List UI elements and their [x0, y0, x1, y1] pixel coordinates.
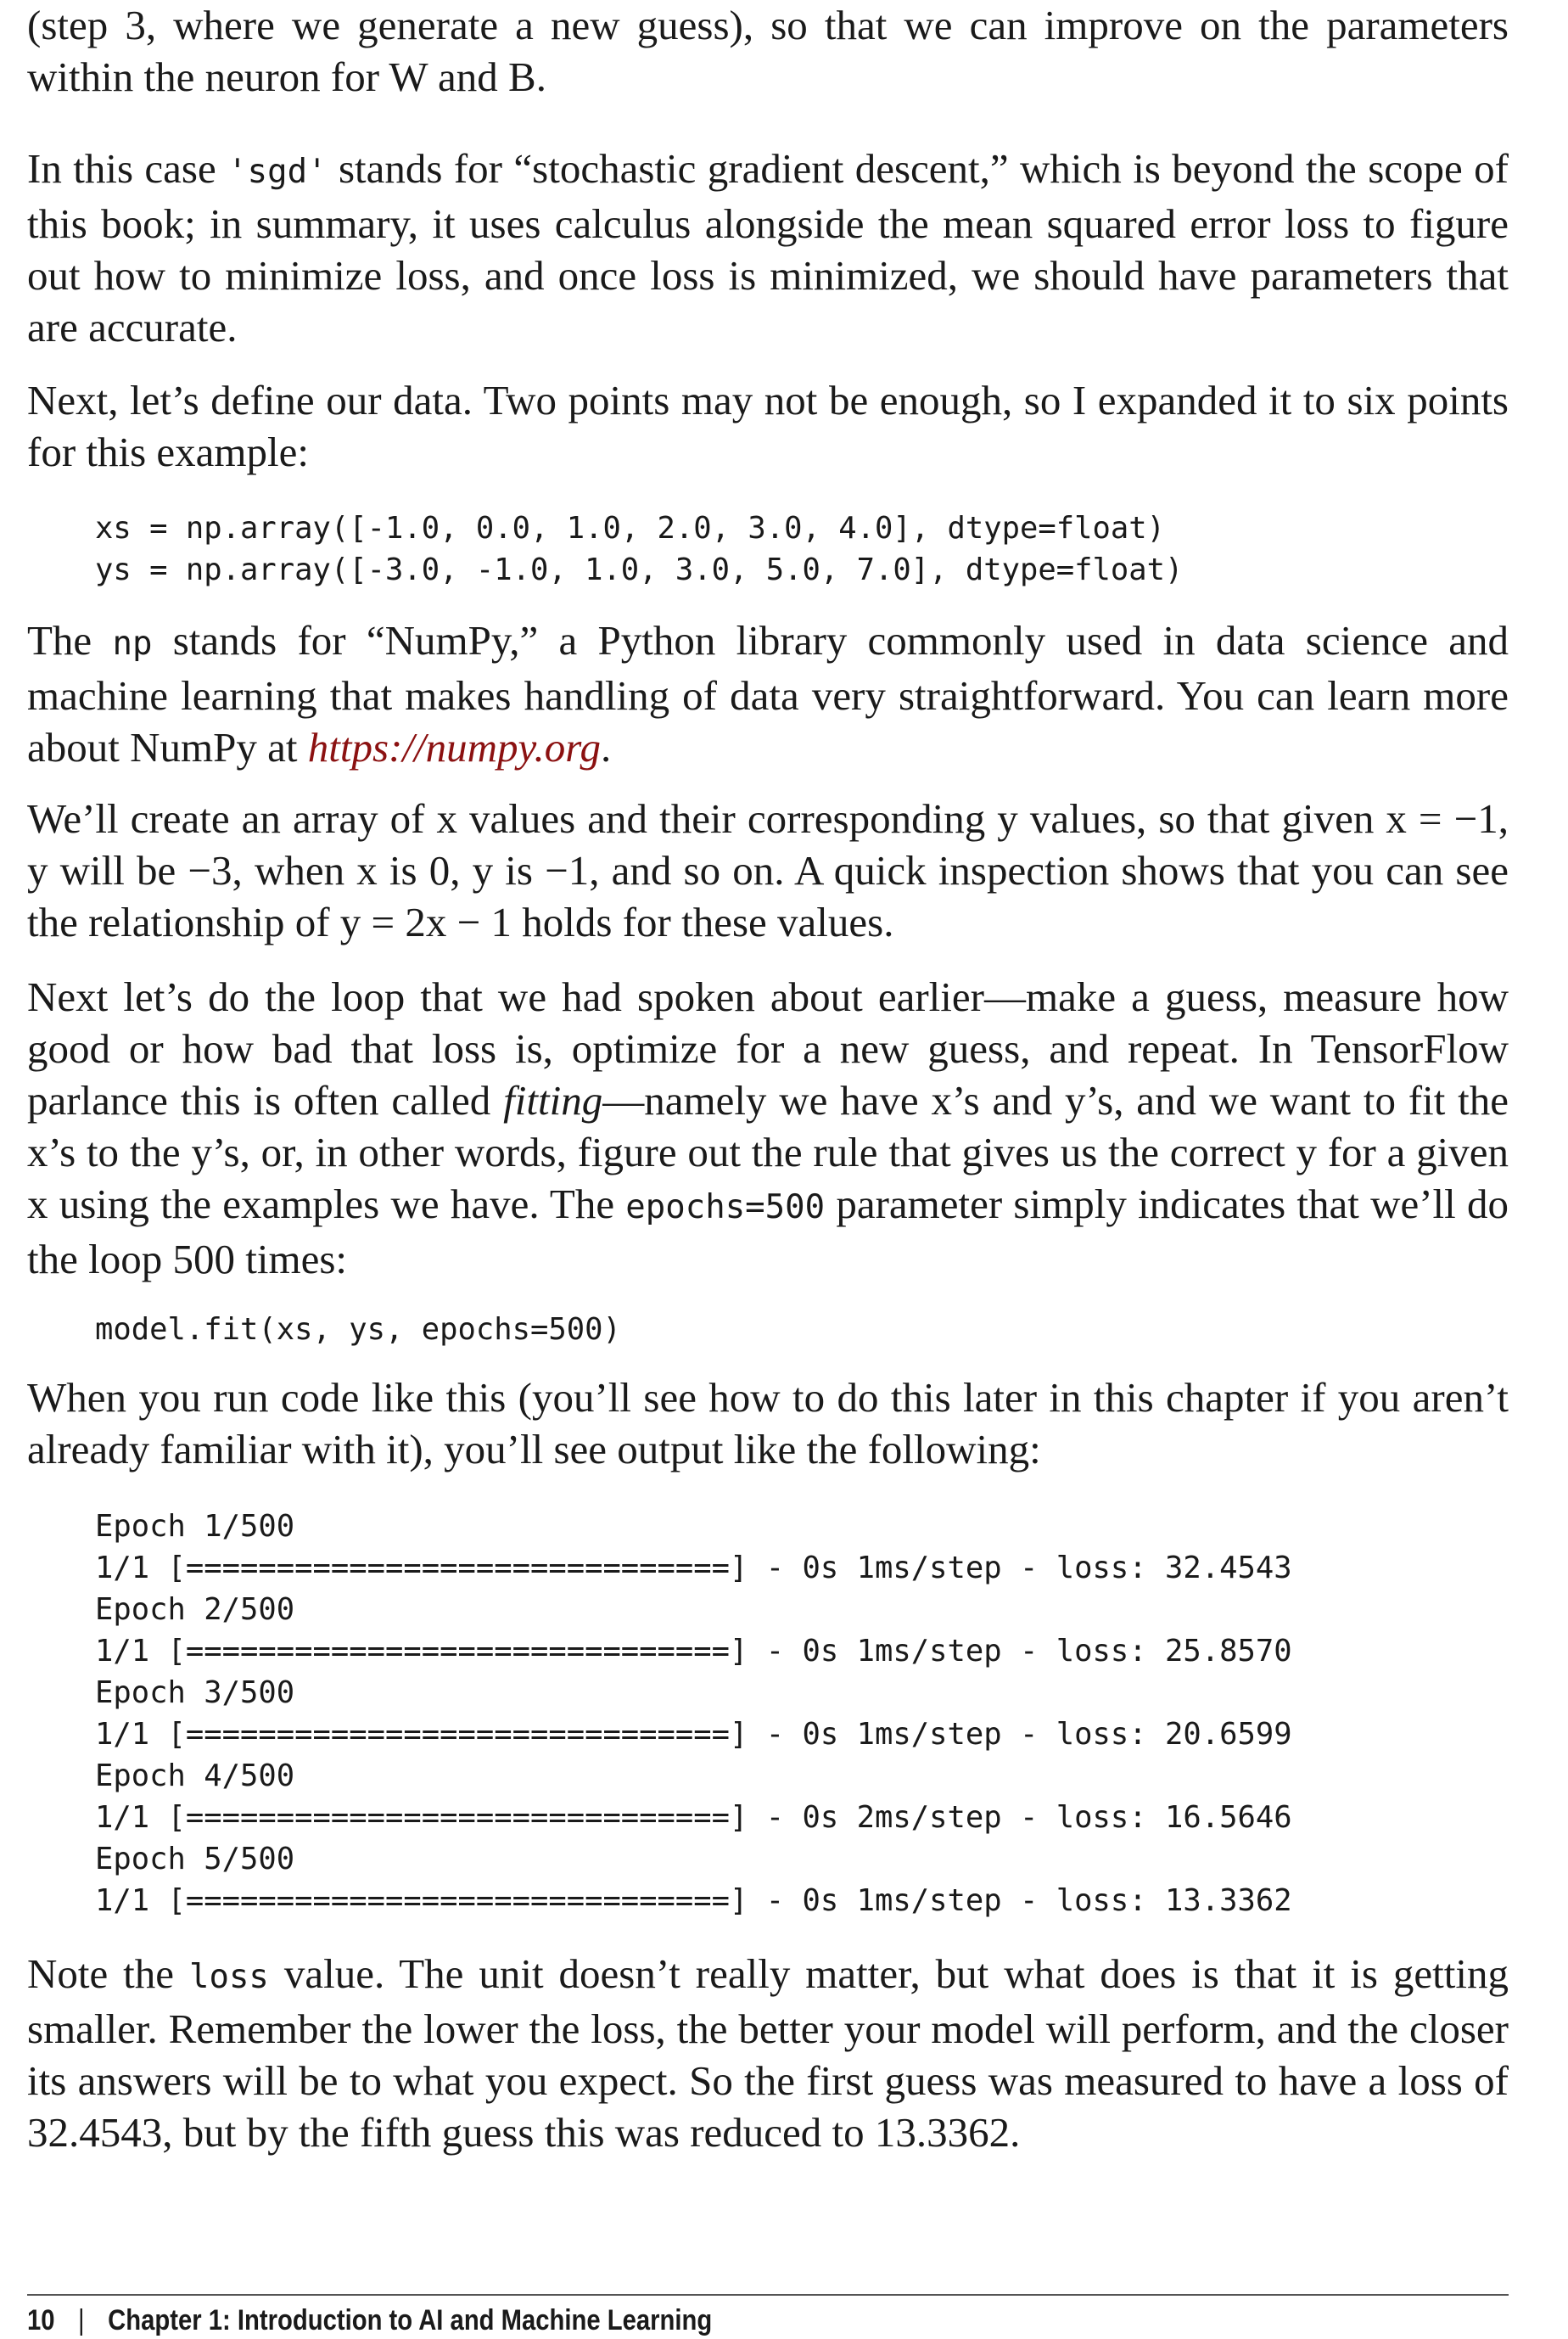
code-line: 1/1 [==============================] - 0s 1ms/step - loss: 20.6599 [95, 1717, 1292, 1752]
code-block-data-arrays [27, 508, 1183, 591]
page-footer [27, 2302, 712, 2339]
paragraph-define-data: Next, let’s define our data. Two points may not be enough, so I expanded it to six points for this example: [27, 377, 1509, 475]
code-line: 1/1 [==============================] - 0s 1ms/step - loss: 25.8570 [95, 1634, 1292, 1669]
inline-code-sgd: 'sgd' [227, 153, 328, 191]
inline-code-np: np [112, 625, 153, 663]
footer-divider [27, 2294, 1509, 2296]
code-line: Epoch 1/500 [95, 1509, 295, 1544]
numpy-link[interactable]: https://numpy.org [307, 724, 602, 771]
page-number: 10 [27, 2304, 55, 2336]
code-line: 1/1 [==============================] - 0s 1ms/step - loss: 13.3362 [95, 1883, 1292, 1918]
code-line: Epoch 4/500 [95, 1758, 295, 1793]
inline-code-loss: loss [188, 1958, 269, 1996]
code-line: 1/1 [==============================] - 0s 1ms/step - loss: 32.4543 [95, 1551, 1292, 1585]
code-line: 1/1 [==============================] - 0s 2ms/step - loss: 16.5646 [95, 1800, 1292, 1835]
code-line: Epoch 3/500 [95, 1675, 295, 1710]
chapter-title: Chapter 1: Introduction to AI and Machine Learning [108, 2304, 713, 2336]
code-line: xs = np.array([-1.0, 0.0, 1.0, 2.0, 3.0, 4.0], dtype=float) [95, 511, 1165, 546]
emphasis-fitting: fitting [503, 1077, 603, 1124]
footer-separator: | [78, 2304, 85, 2336]
code-block-training-output [27, 1506, 1292, 1921]
code-line: Epoch 5/500 [95, 1842, 295, 1876]
paragraph-intro-continued: (step 3, where we generate a new guess), so that we can improve on the parameters within the neuron for W and B. [27, 2, 1509, 100]
paragraph-numpy: The np stands for “NumPy,” a Python library commonly used in data science and machine learning that makes handling of data very straightforward. You can learn more about NumPy at https://numpy.org. [27, 617, 1509, 771]
code-block-model-fit [27, 1309, 621, 1350]
paragraph-loss-note: Note the loss value. The unit doesn’t really matter, but what does is that it is getting smaller. Remember the lower the loss, the better your model will perform, and the closer its answers will be to what you expect. So the first guess was measured to have a loss of 32.4543, but by the fifth guess this was reduced to 13.3362. [27, 1950, 1509, 2156]
code-line: ys = np.array([-3.0, -1.0, 1.0, 3.0, 5.0, 7.0], dtype=float) [95, 552, 1184, 587]
book-page [27, 0, 1509, 2339]
code-line: model.fit(xs, ys, epochs=500) [95, 1312, 621, 1347]
code-line: Epoch 2/500 [95, 1592, 295, 1627]
paragraph-sgd: In this case 'sgd' stands for “stochastic gradient descent,” which is beyond the scope of this book; in summary, it uses calculus alongside the mean squared error loss to figure out how to minimize loss, and once loss is minimized, we should have parameters that are accurate. [27, 145, 1509, 351]
paragraph-run-code: When you run code like this (you’ll see how to do this later in this chapter if you aren’t already familiar with it), you’ll see output like the following: [27, 1374, 1509, 1472]
inline-code-epochs: epochs=500 [625, 1188, 826, 1226]
paragraph-fitting-loop: Next let’s do the loop that we had spoken about earlier—make a guess, measure how good or how bad that loss is, optimize for a new guess, and repeat. In TensorFlow parlance this is often called fitting—namely we have x’s and y’s, and we want to fit the x’s to the y’s, or, in other words, figure out the rule that gives us the correct y for a given x using the examples we have. The epochs=500 parameter simply indicates that we’ll do the loop 500 times: [27, 973, 1509, 1282]
paragraph-array-relationship: We’ll create an array of x values and their corresponding y values, so that given x = −1, y will be −3, when x is 0, y is −1, and so on. A quick inspection shows that you can see the relationship of y = 2x − 1 holds for these values. [27, 795, 1509, 945]
